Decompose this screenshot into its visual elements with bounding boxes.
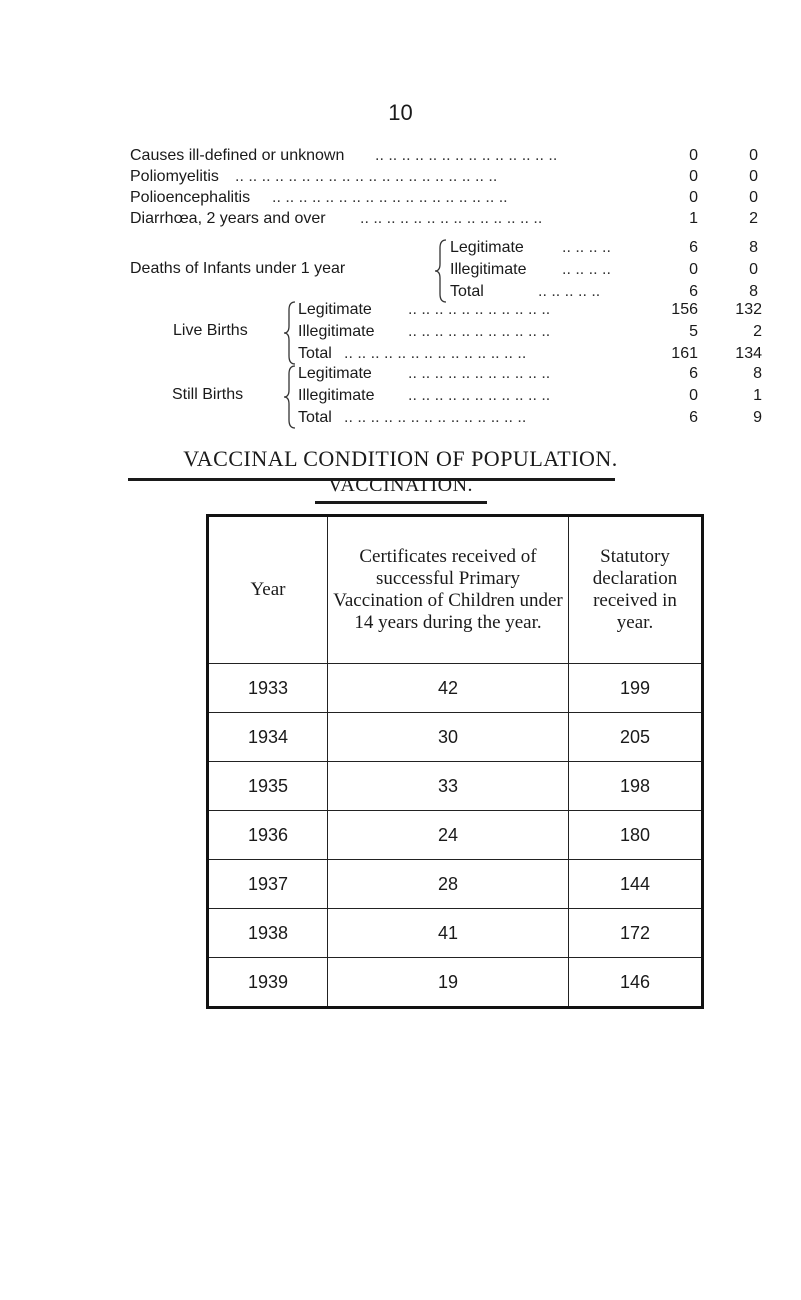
dot-leader: .. .. .. .. .. .. .. .. .. .. .. bbox=[408, 365, 551, 382]
value-col2: 0 bbox=[749, 168, 758, 185]
table-row bbox=[208, 664, 703, 713]
value-col2: 0 bbox=[749, 189, 758, 206]
cell-statutory: 172 bbox=[569, 909, 703, 958]
value-col1: 0 bbox=[689, 168, 698, 185]
dot-leader: .. .. .. .. .. .. .. .. .. .. .. bbox=[408, 301, 551, 318]
brace-icon bbox=[283, 300, 297, 366]
table-row bbox=[208, 762, 703, 811]
group-label: Still Births bbox=[172, 386, 244, 403]
cell-year: 1939 bbox=[208, 958, 328, 1008]
value-col1: 0 bbox=[689, 387, 698, 404]
dot-leader: .. .. .. .. .. .. .. .. .. .. .. .. .. .. bbox=[360, 210, 543, 227]
dot-leader: .. .. .. .. .. .. .. .. .. .. .. .. .. .. bbox=[344, 345, 527, 362]
table-row bbox=[208, 909, 703, 958]
value-col2: 8 bbox=[753, 365, 762, 382]
table-header-row bbox=[208, 516, 703, 664]
value-col1: 6 bbox=[689, 239, 698, 256]
cell-year: 1934 bbox=[208, 713, 328, 762]
brace-icon bbox=[434, 238, 448, 304]
cell-year: 1937 bbox=[208, 860, 328, 909]
cell-year: 1933 bbox=[208, 664, 328, 713]
cell-certificates: 28 bbox=[328, 860, 569, 909]
value-col1: 0 bbox=[689, 147, 698, 164]
cell-year: 1936 bbox=[208, 811, 328, 860]
cell-statutory: 198 bbox=[569, 762, 703, 811]
cause-label: Poliomyelitis bbox=[130, 168, 219, 185]
cause-label: Causes ill-defined or unknown bbox=[130, 147, 345, 164]
cell-statutory: 146 bbox=[569, 958, 703, 1008]
value-col1: 0 bbox=[689, 261, 698, 278]
table-row bbox=[208, 811, 703, 860]
header-year: Year bbox=[208, 516, 328, 664]
cell-year: 1938 bbox=[208, 909, 328, 958]
group-label: Deaths of Infants under 1 year bbox=[130, 260, 346, 277]
cell-statutory: 144 bbox=[569, 860, 703, 909]
value-col2: 8 bbox=[749, 283, 758, 300]
value-col2: 2 bbox=[753, 323, 762, 340]
value-col2: 132 bbox=[735, 301, 762, 318]
dot-leader: .. .. .. .. .. .. .. .. .. .. .. .. .. .. .. .. .. .. bbox=[272, 189, 508, 206]
value-col1: 6 bbox=[689, 365, 698, 382]
group-label: Live Births bbox=[173, 322, 248, 339]
value-col1: 156 bbox=[671, 301, 698, 318]
cell-statutory: 205 bbox=[569, 713, 703, 762]
dot-leader: .. .. .. .. bbox=[562, 261, 611, 278]
subsection-title-underline bbox=[315, 501, 487, 504]
value-col2: 2 bbox=[749, 210, 758, 227]
row-label: Legitimate bbox=[450, 239, 524, 256]
table-row bbox=[208, 860, 703, 909]
cause-label: Polioencephalitis bbox=[130, 189, 251, 206]
header-statutory: Statutory declaration received in year. bbox=[569, 516, 703, 664]
dot-leader: .. .. .. .. .. .. .. .. .. .. .. .. .. .. bbox=[344, 409, 527, 426]
value-col2: 8 bbox=[749, 239, 758, 256]
value-col2: 1 bbox=[753, 387, 762, 404]
cell-certificates: 33 bbox=[328, 762, 569, 811]
brace-icon bbox=[283, 364, 297, 430]
vaccination-table bbox=[206, 514, 704, 1009]
table-row bbox=[208, 713, 703, 762]
dot-leader: .. .. .. .. .. .. .. .. .. .. .. .. .. .. bbox=[375, 147, 558, 164]
dot-leader: .. .. .. .. .. bbox=[538, 283, 601, 300]
table-row bbox=[208, 958, 703, 1008]
cell-certificates: 30 bbox=[328, 713, 569, 762]
value-col2: 9 bbox=[753, 409, 762, 426]
value-col1: 161 bbox=[671, 345, 698, 362]
row-label: Illegitimate bbox=[450, 261, 527, 278]
subsection-title: VACCINATION. bbox=[327, 474, 474, 496]
value-col1: 6 bbox=[689, 283, 698, 300]
row-label: Total bbox=[298, 345, 332, 362]
header-certificates: Certificates received of successful Primary Vaccination of Children under 14 years during the year. bbox=[328, 516, 569, 664]
row-label: Total bbox=[450, 283, 484, 300]
value-col2: 0 bbox=[749, 261, 758, 278]
cell-certificates: 24 bbox=[328, 811, 569, 860]
page-number: 10 bbox=[388, 100, 413, 125]
row-label: Legitimate bbox=[298, 301, 372, 318]
row-label: Legitimate bbox=[298, 365, 372, 382]
value-col1: 6 bbox=[689, 409, 698, 426]
value-col1: 1 bbox=[689, 210, 698, 227]
row-label: Total bbox=[298, 409, 332, 426]
value-col2: 134 bbox=[735, 345, 762, 362]
cell-certificates: 42 bbox=[328, 664, 569, 713]
dot-leader: .. .. .. .. bbox=[562, 239, 611, 256]
cause-label: Diarrhœa, 2 years and over bbox=[130, 210, 326, 227]
row-label: Illegitimate bbox=[298, 387, 375, 404]
dot-leader: .. .. .. .. .. .. .. .. .. .. .. bbox=[408, 387, 551, 404]
value-col2: 0 bbox=[749, 147, 758, 164]
dot-leader: .. .. .. .. .. .. .. .. .. .. .. .. .. .. .. .. .. .. .. .. bbox=[235, 168, 498, 185]
cell-statutory: 180 bbox=[569, 811, 703, 860]
cell-year: 1935 bbox=[208, 762, 328, 811]
dot-leader: .. .. .. .. .. .. .. .. .. .. .. bbox=[408, 323, 551, 340]
cell-certificates: 19 bbox=[328, 958, 569, 1008]
cell-statutory: 199 bbox=[569, 664, 703, 713]
cell-certificates: 41 bbox=[328, 909, 569, 958]
value-col1: 5 bbox=[689, 323, 698, 340]
row-label: Illegitimate bbox=[298, 323, 375, 340]
section-title: VACCINAL CONDITION OF POPULATION. bbox=[183, 446, 618, 471]
value-col1: 0 bbox=[689, 189, 698, 206]
